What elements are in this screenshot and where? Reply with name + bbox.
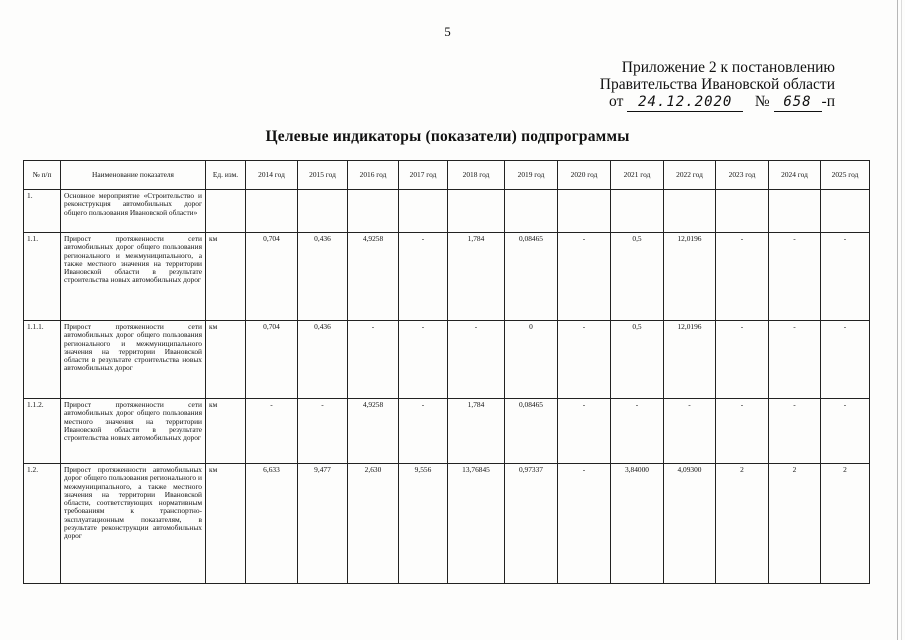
value-cell: - bbox=[821, 399, 870, 464]
column-header: 2021 год bbox=[611, 161, 664, 190]
handwritten-number: 658 bbox=[774, 94, 822, 112]
value-cell bbox=[716, 190, 769, 233]
appendix-line-1: Приложение 2 к постановлению bbox=[621, 59, 835, 76]
document-title: Целевые индикаторы (показатели) подпрограммы bbox=[265, 128, 630, 145]
handwritten-date: 24.12.2020 bbox=[627, 94, 743, 112]
column-header: 2019 год bbox=[505, 161, 558, 190]
column-header: 2025 год bbox=[821, 161, 870, 190]
value-cell: - bbox=[716, 399, 769, 464]
value-cell: 0,97337 bbox=[505, 464, 558, 584]
table-body bbox=[24, 190, 870, 584]
unit-cell bbox=[206, 190, 246, 233]
value-cell: - bbox=[558, 321, 611, 399]
value-cell bbox=[558, 190, 611, 233]
value-cell: - bbox=[611, 399, 664, 464]
column-header: Наименование показателя bbox=[61, 161, 206, 190]
value-cell bbox=[769, 190, 821, 233]
indicator-name: Основное мероприятие «Строительство и реконструкция автомобильных дорог общего пользования Ивановской области» bbox=[61, 190, 206, 233]
value-cell: 3,84000 bbox=[611, 464, 664, 584]
table-row bbox=[24, 399, 870, 464]
scan-edge-line bbox=[897, 0, 898, 640]
value-cell: 4,09300 bbox=[664, 464, 716, 584]
row-number: 1. bbox=[24, 190, 61, 233]
value-cell: 0,5 bbox=[611, 321, 664, 399]
appendix-line-2: Правительства Ивановской области bbox=[599, 76, 835, 93]
column-header: 2023 год bbox=[716, 161, 769, 190]
column-header: 2018 год bbox=[448, 161, 505, 190]
value-cell: 12,0196 bbox=[664, 233, 716, 321]
indicator-name: Прирост протяженности сети автомобильных дорог общего пользования регионального и межмуниципального значения на территории Ивановской области в результате строительства новых автомобильных дорог bbox=[61, 321, 206, 399]
value-cell bbox=[348, 190, 399, 233]
value-cell: 0,436 bbox=[298, 233, 348, 321]
value-cell: - bbox=[246, 399, 298, 464]
value-cell: - bbox=[664, 399, 716, 464]
table-row bbox=[24, 190, 870, 233]
unit-cell: км bbox=[206, 321, 246, 399]
value-cell bbox=[611, 190, 664, 233]
value-cell bbox=[399, 190, 448, 233]
page-number: 5 bbox=[444, 24, 451, 39]
value-cell: 6,633 bbox=[246, 464, 298, 584]
value-cell: 1,784 bbox=[448, 233, 505, 321]
value-cell bbox=[821, 190, 870, 233]
from-prefix: от bbox=[609, 93, 624, 110]
value-cell: - bbox=[769, 399, 821, 464]
value-cell bbox=[246, 190, 298, 233]
row-number: 1.2. bbox=[24, 464, 61, 584]
value-cell: - bbox=[348, 321, 399, 399]
table-header-row bbox=[24, 161, 870, 190]
value-cell bbox=[448, 190, 505, 233]
column-header: 2015 год bbox=[298, 161, 348, 190]
value-cell: - bbox=[769, 233, 821, 321]
value-cell bbox=[664, 190, 716, 233]
value-cell: - bbox=[399, 321, 448, 399]
value-cell: - bbox=[821, 321, 870, 399]
appendix-line-3 bbox=[600, 93, 835, 112]
unit-cell: км bbox=[206, 233, 246, 321]
value-cell: - bbox=[298, 399, 348, 464]
indicator-name: Прирост протяженности сети автомобильных дорог общего пользования регионального и межмуниципального, а также местного значения на территории Ивановской области в результате строительства новых автомобильных дорог bbox=[61, 233, 206, 321]
value-cell bbox=[298, 190, 348, 233]
value-cell: 0,436 bbox=[298, 321, 348, 399]
value-cell: 1,784 bbox=[448, 399, 505, 464]
value-cell: 0,5 bbox=[611, 233, 664, 321]
value-cell: 9,556 bbox=[399, 464, 448, 584]
value-cell: 9,477 bbox=[298, 464, 348, 584]
number-suffix: -п bbox=[821, 93, 835, 110]
column-header: 2016 год bbox=[348, 161, 399, 190]
unit-cell: км bbox=[206, 399, 246, 464]
indicator-name: Прирост протяженности сети автомобильных дорог общего пользования местного значения на территории Ивановской области в результате строительства новых автомобильных дорог bbox=[61, 399, 206, 464]
number-prefix: № bbox=[754, 93, 770, 110]
row-number: 1.1. bbox=[24, 233, 61, 321]
column-header: № п/п bbox=[24, 161, 61, 190]
value-cell: 12,0196 bbox=[664, 321, 716, 399]
value-cell: - bbox=[448, 321, 505, 399]
indicators-table bbox=[23, 160, 870, 584]
value-cell: - bbox=[399, 399, 448, 464]
value-cell: 0,08465 bbox=[505, 233, 558, 321]
value-cell: - bbox=[716, 233, 769, 321]
value-cell: - bbox=[399, 233, 448, 321]
value-cell bbox=[505, 190, 558, 233]
value-cell: 4,9258 bbox=[348, 233, 399, 321]
column-header: Ед. изм. bbox=[206, 161, 246, 190]
value-cell: - bbox=[558, 464, 611, 584]
column-header: 2020 год bbox=[558, 161, 611, 190]
value-cell: 2 bbox=[821, 464, 870, 584]
row-number: 1.1.2. bbox=[24, 399, 61, 464]
value-cell: - bbox=[716, 321, 769, 399]
value-cell: 0 bbox=[505, 321, 558, 399]
table-row bbox=[24, 464, 870, 584]
table-row bbox=[24, 233, 870, 321]
column-header: 2022 год bbox=[664, 161, 716, 190]
value-cell: - bbox=[558, 233, 611, 321]
row-number: 1.1.1. bbox=[24, 321, 61, 399]
scan-edge-line-secondary bbox=[901, 0, 902, 640]
indicator-name: Прирост протяженности автомобильных дорог общего пользования регионального и межмуниципального, а также местного значения на территории Ивановской области, соответствующих нормативным требованиям к транспортно-эксплуатационным показателям, в результате реконструкции автомобильных дорог bbox=[61, 464, 206, 584]
value-cell: 2,630 bbox=[348, 464, 399, 584]
column-header: 2014 год bbox=[246, 161, 298, 190]
value-cell: 0,704 bbox=[246, 233, 298, 321]
value-cell: - bbox=[558, 399, 611, 464]
unit-cell: км bbox=[206, 464, 246, 584]
appendix-header bbox=[600, 59, 835, 112]
value-cell: 0,704 bbox=[246, 321, 298, 399]
value-cell: - bbox=[769, 321, 821, 399]
value-cell: 2 bbox=[716, 464, 769, 584]
column-header: 2017 год bbox=[399, 161, 448, 190]
value-cell: 2 bbox=[769, 464, 821, 584]
value-cell: 0,08465 bbox=[505, 399, 558, 464]
value-cell: - bbox=[821, 233, 870, 321]
table-row bbox=[24, 321, 870, 399]
column-header: 2024 год bbox=[769, 161, 821, 190]
value-cell: 13,76845 bbox=[448, 464, 505, 584]
value-cell: 4,9258 bbox=[348, 399, 399, 464]
